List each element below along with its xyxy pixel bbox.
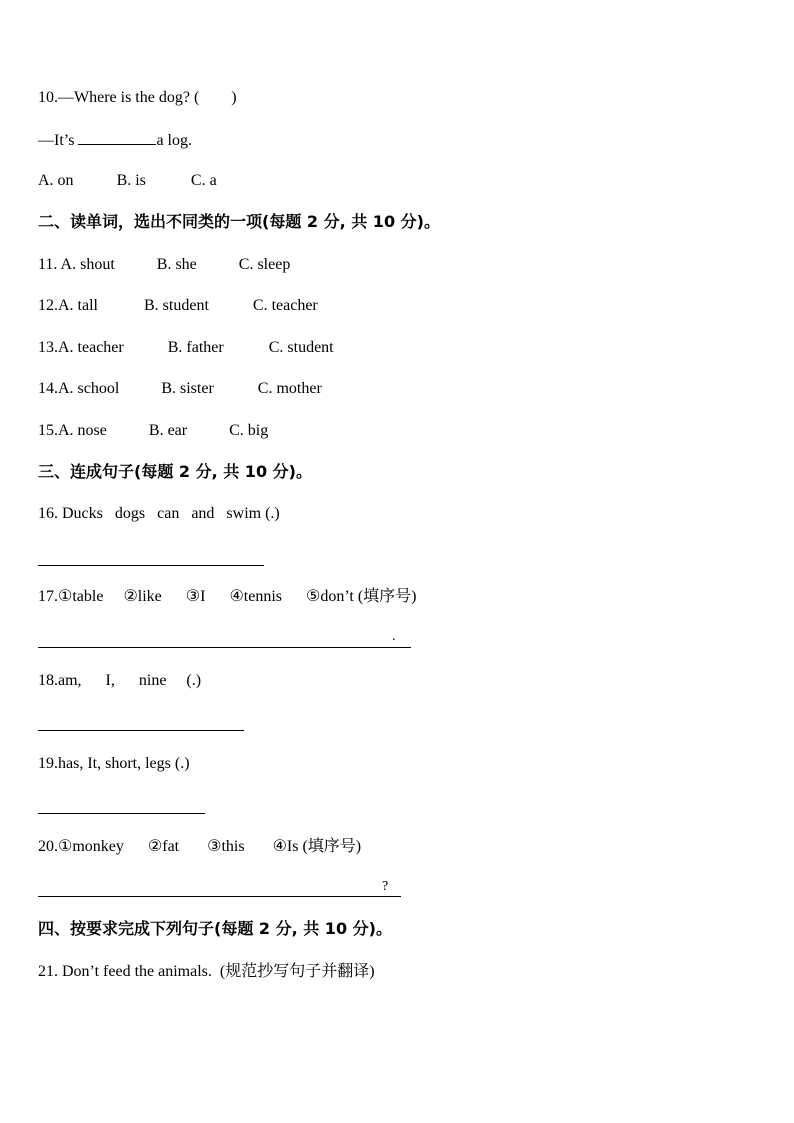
q10-option-a: A. on: [38, 172, 74, 189]
section3-heading: 三、连成句子(每题 2 分, 共 10 分)。: [38, 462, 312, 481]
q12-option-c: C. teacher: [252, 297, 318, 314]
q15-option-b: B. ear: [148, 422, 188, 439]
q11-option-b: B. she: [156, 256, 197, 273]
q20-answer-blank[interactable]: [38, 896, 401, 897]
q17-answer-blank[interactable]: [38, 647, 411, 648]
q15-row: [38, 421, 268, 441]
q10-option-c: C. a: [190, 172, 217, 189]
q14-option-b: B. sister: [161, 380, 214, 397]
q10-option-b: B. is: [116, 172, 146, 189]
q17-prompt: 17.①table ②like ③I ④tennis ⑤don’t (填序号): [38, 588, 417, 605]
q12-row: [38, 296, 318, 316]
q19-prompt: 19.has, It, short, legs (.): [38, 755, 190, 772]
q11-option-c: C. sleep: [238, 256, 291, 273]
q13-number: 13.: [38, 339, 58, 356]
q10-answer-line: [38, 130, 192, 150]
q16-prompt: 16. Ducks dogs can and swim (.): [38, 505, 280, 522]
q18-prompt: 18.am, I, nine (.): [38, 672, 202, 689]
q13-option-b: B. father: [167, 339, 224, 356]
q16-answer-blank[interactable]: [38, 565, 264, 566]
q11-number: 11.: [38, 256, 61, 273]
q13-option-c: C. student: [268, 339, 334, 356]
q14-number: 14.: [38, 380, 58, 397]
q14-option-c: C. mother: [257, 380, 322, 397]
q10-question: 10.—Where is the dog? ( ): [38, 89, 237, 106]
q15-option-c: C. big: [229, 422, 269, 439]
q10-options: [38, 171, 217, 191]
q14-option-a: A. school: [58, 380, 120, 397]
q13-row: [38, 338, 334, 358]
q12-option-a: A. tall: [58, 297, 98, 314]
q11-option-a: A. shout: [60, 256, 115, 273]
q12-option-b: B. student: [144, 297, 209, 314]
q14-row: [38, 379, 322, 399]
q10-answer-blank[interactable]: [78, 130, 156, 145]
section4-heading: 四、按要求完成下列句子(每题 2 分, 共 10 分)。: [38, 919, 392, 938]
q15-option-a: A. nose: [58, 422, 107, 439]
q19-answer-blank[interactable]: [38, 813, 205, 814]
q11-row: [38, 255, 290, 275]
section2-heading: 二、读单词，选出不同类的一项(每题 2 分, 共 10 分)。: [38, 212, 440, 231]
q20-prompt: 20.①monkey ②fat ③this ④Is (填序号): [38, 838, 362, 855]
q18-answer-blank[interactable]: [38, 730, 244, 731]
q17-end-mark: .: [392, 629, 396, 644]
q10-answer-suffix: a log.: [156, 132, 192, 149]
q10-answer-prefix: —It’s: [38, 132, 79, 149]
q15-number: 15.: [38, 422, 58, 439]
q20-end-mark: ?: [382, 879, 389, 894]
q21-prompt: 21. Don’t feed the animals. (规范抄写句子并翻译): [38, 963, 375, 980]
q12-number: 12.: [38, 297, 58, 314]
q13-option-a: A. teacher: [58, 339, 124, 356]
